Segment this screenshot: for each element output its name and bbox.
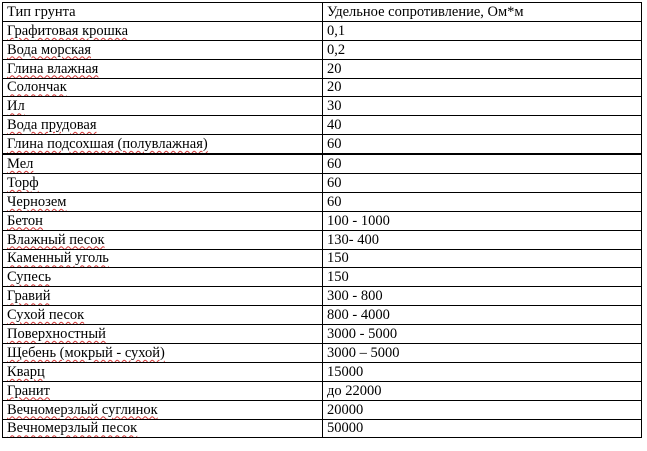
table-row <box>3 306 642 325</box>
value-cell: до 22000 <box>323 381 642 400</box>
soil-name: Гранит <box>7 382 51 399</box>
soil-cell <box>3 400 323 419</box>
soil-cell <box>3 135 323 154</box>
table-row <box>3 344 642 363</box>
value-cell: 60 <box>323 174 642 193</box>
soil-name: Щебень (мокрый - сухой) <box>7 344 165 361</box>
table-row <box>3 362 642 381</box>
soil-cell <box>3 287 323 306</box>
table-row <box>3 325 642 344</box>
value-cell: 100 - 1000 <box>323 211 642 230</box>
soil-name: Гравий <box>7 288 51 305</box>
soil-name: Солончак <box>7 79 67 96</box>
soil-cell <box>3 154 323 173</box>
soil-cell <box>3 362 323 381</box>
table-row <box>3 116 642 135</box>
table-row <box>3 174 642 193</box>
soil-name: Сухой песок <box>7 307 85 324</box>
table-row <box>3 400 642 419</box>
soil-name: Влажный песок <box>7 231 105 248</box>
soil-cell <box>3 211 323 230</box>
table-row <box>3 381 642 400</box>
value-cell: 20 <box>323 59 642 78</box>
value-cell: 20000 <box>323 400 642 419</box>
value-cell: 40 <box>323 116 642 135</box>
value-cell: 15000 <box>323 362 642 381</box>
soil-name: Вечномерзлый суглинок <box>7 401 158 418</box>
value-cell: 3000 – 5000 <box>323 344 642 363</box>
soil-cell <box>3 306 323 325</box>
soil-resistivity-table-container <box>2 2 642 438</box>
soil-name: Бетон <box>7 212 43 229</box>
soil-name: Глина подсохшая (полувлажная) <box>7 136 208 153</box>
value-cell: 150 <box>323 249 642 268</box>
soil-cell <box>3 40 323 59</box>
soil-name: Мел <box>7 156 34 173</box>
value-cell: 60 <box>323 192 642 211</box>
table-row <box>3 249 642 268</box>
header-resistivity: Удельное сопротивление, Ом*м <box>323 3 642 22</box>
table-row <box>3 268 642 287</box>
value-cell: 150 <box>323 268 642 287</box>
soil-cell <box>3 21 323 40</box>
value-cell: 130- 400 <box>323 230 642 249</box>
soil-name: Графитовая крошка <box>7 22 129 39</box>
soil-name: Кварц <box>7 363 45 380</box>
soil-name: Глина влажная <box>7 60 99 77</box>
table-row <box>3 192 642 211</box>
soil-cell <box>3 249 323 268</box>
table-row <box>3 78 642 97</box>
table-row <box>3 97 642 116</box>
value-cell: 30 <box>323 97 642 116</box>
soil-cell <box>3 59 323 78</box>
value-cell: 0,2 <box>323 40 642 59</box>
soil-cell <box>3 344 323 363</box>
soil-name: Супесь <box>7 269 52 286</box>
soil-name: Вода прудовая <box>7 117 97 134</box>
table-row <box>3 135 642 154</box>
soil-cell <box>3 268 323 287</box>
value-cell: 3000 - 5000 <box>323 325 642 344</box>
soil-cell <box>3 230 323 249</box>
soil-name: Чернозем <box>7 193 67 210</box>
table-row <box>3 154 642 173</box>
table-row <box>3 287 642 306</box>
soil-name: Вода морская <box>7 41 91 58</box>
value-cell: 50000 <box>323 419 642 438</box>
value-cell: 0,1 <box>323 21 642 40</box>
value-cell: 20 <box>323 78 642 97</box>
header-soil-type: Тип грунта <box>3 3 323 22</box>
soil-cell <box>3 174 323 193</box>
table-row <box>3 21 642 40</box>
soil-resistivity-table <box>2 2 642 438</box>
soil-cell <box>3 192 323 211</box>
soil-name: Каменный уголь <box>7 250 109 267</box>
soil-cell <box>3 381 323 400</box>
soil-cell <box>3 97 323 116</box>
table-header-row <box>3 3 642 22</box>
table-row <box>3 59 642 78</box>
value-cell: 60 <box>323 135 642 154</box>
soil-name: Ил <box>7 98 25 115</box>
table-row <box>3 230 642 249</box>
table-row <box>3 211 642 230</box>
value-cell: 60 <box>323 154 642 173</box>
soil-name: Торф <box>7 174 39 191</box>
soil-cell <box>3 78 323 97</box>
soil-cell <box>3 325 323 344</box>
soil-name: Поверхностный <box>7 326 106 343</box>
value-cell: 300 - 800 <box>323 287 642 306</box>
soil-name: Вечномерзлый песок <box>7 420 138 437</box>
table-row <box>3 40 642 59</box>
soil-cell <box>3 116 323 135</box>
value-cell: 800 - 4000 <box>323 306 642 325</box>
table-row <box>3 419 642 438</box>
soil-cell <box>3 419 323 438</box>
